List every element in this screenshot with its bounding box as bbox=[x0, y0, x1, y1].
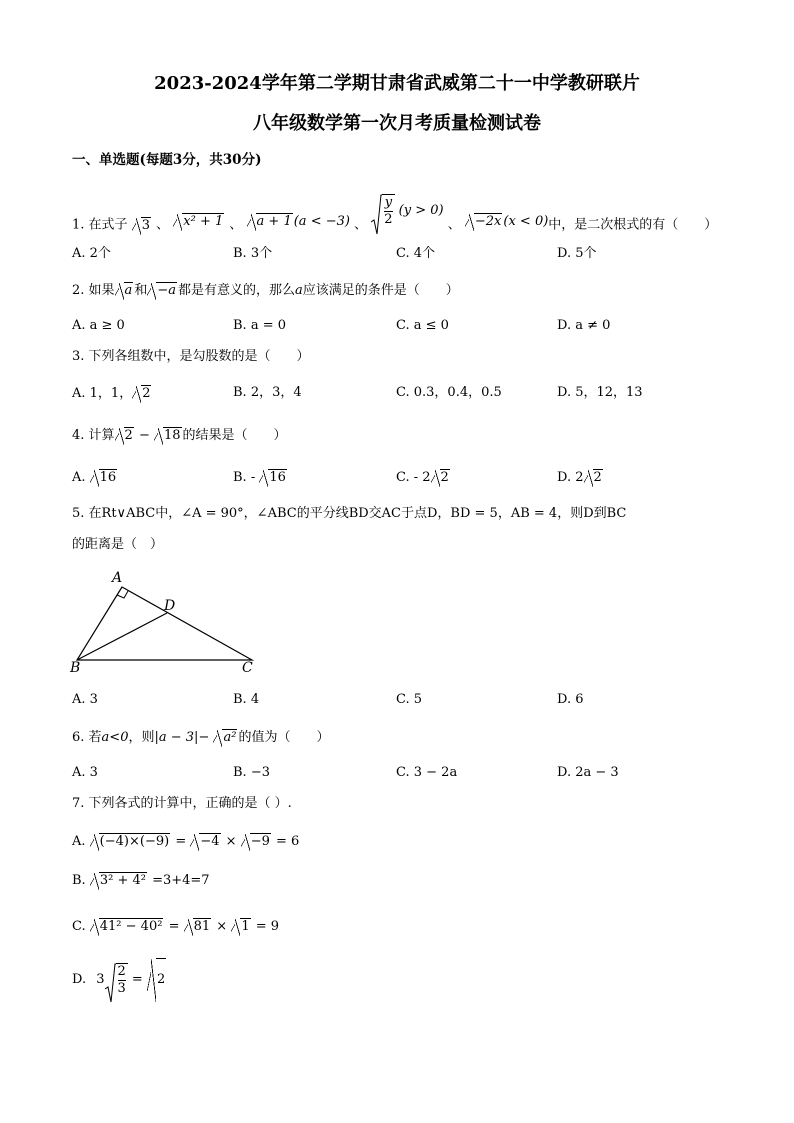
q4-root-18: 18 bbox=[154, 427, 182, 444]
q7-option-c[interactable]: C. 41² − 40² = 81 × 1 = 9 bbox=[72, 919, 280, 934]
q5-option-d[interactable]: D. 6 bbox=[557, 692, 584, 707]
q1-expr4-num: y bbox=[384, 195, 393, 210]
q1-expr3-cond: (a < −3) bbox=[293, 213, 350, 229]
q6-option-c[interactable]: C. 3 − 2a bbox=[396, 765, 458, 780]
q1-expr3: a + 1 bbox=[247, 213, 293, 230]
question-5-line1: 5. 在Rt∨ABC中，∠A = 90°，∠ABC的平分线BD交AC于点D，BD = 5，AB = 4，则D到BC bbox=[72, 506, 627, 521]
q1-expr4 bbox=[371, 194, 443, 228]
q2-root-neg-a: −a bbox=[147, 282, 177, 299]
q5-label-a: A bbox=[112, 570, 123, 586]
q4-option-a[interactable]: A. 16 bbox=[72, 470, 117, 485]
q3-option-d[interactable]: D. 5，12，13 bbox=[557, 385, 643, 400]
q1-expr1: 3 bbox=[132, 217, 151, 234]
q3-option-c[interactable]: C. 0.3，0.4，0.5 bbox=[396, 385, 502, 400]
q5-option-a[interactable]: A. 3 bbox=[72, 692, 98, 707]
q2-option-a[interactable]: A. a ≥ 0 bbox=[72, 318, 125, 333]
q1-expr5: −2x bbox=[465, 213, 503, 230]
question-6 bbox=[72, 729, 329, 746]
q7-option-d[interactable]: D. 3 $\frac{2}{3}$ = 2 bbox=[72, 958, 167, 1000]
q1-expr4-cond: (y > 0) bbox=[398, 203, 444, 218]
q6-option-d[interactable]: D. 2a − 3 bbox=[557, 765, 619, 780]
q2-text: 和 bbox=[134, 283, 148, 298]
q2-option-c[interactable]: C. a ≤ 0 bbox=[396, 318, 449, 333]
q6-text: 6. 若 bbox=[72, 730, 102, 745]
q7-option-b[interactable]: B. 3² + 4² =3+4=7 bbox=[72, 873, 210, 888]
q2-option-b[interactable]: B. a = 0 bbox=[233, 318, 286, 333]
q1-sep: 、 bbox=[229, 217, 243, 233]
q2-option-d[interactable]: D. a ≠ 0 bbox=[557, 318, 611, 333]
question-3: 3. 下列各组数中，是勾股数的是（ ） bbox=[72, 349, 310, 364]
q4-option-c[interactable]: C. - 2 2 bbox=[396, 470, 449, 485]
q4-option-b[interactable]: B. - 16 bbox=[233, 470, 286, 485]
q5-triangle-figure bbox=[66, 566, 266, 676]
exam-title-line2: 八年级数学第一次月考质量检测试卷 bbox=[253, 113, 541, 134]
q6-text: 的值为（ ） bbox=[238, 730, 330, 745]
q4-text: 的结果是（ ） bbox=[182, 428, 287, 443]
q2-text: 应该满足的条件是（ ） bbox=[302, 283, 459, 298]
q2-var: a bbox=[295, 283, 303, 298]
q1-sep: 、 bbox=[447, 217, 461, 233]
q5-option-c[interactable]: C. 5 bbox=[396, 692, 423, 707]
q6-root-a2: a² bbox=[213, 729, 237, 746]
question-5-line2: 的距离是（ ） bbox=[72, 537, 164, 552]
q6-abs-expr: |a − 3| bbox=[154, 730, 199, 745]
q4-text: 4. 计算 bbox=[72, 428, 115, 443]
q1-tail: 中，是二次根式的有（ ） bbox=[548, 217, 718, 233]
q1-option-c[interactable]: C. 4个 bbox=[396, 246, 436, 261]
q3-options bbox=[0, 385, 794, 401]
q5-label-c: C bbox=[242, 660, 253, 676]
q2-options bbox=[0, 318, 794, 334]
q6-minus: − bbox=[198, 730, 214, 745]
q6-options bbox=[0, 765, 794, 781]
q4-option-d[interactable]: D. 2 2 bbox=[557, 470, 602, 485]
q4-minus: − bbox=[134, 428, 154, 443]
q6-option-b[interactable]: B. −3 bbox=[233, 765, 270, 780]
question-2 bbox=[72, 282, 459, 299]
q1-expr2: x² + 1 bbox=[173, 213, 224, 230]
q6-condition: a<0 bbox=[101, 730, 129, 745]
q1-sep: 、 bbox=[156, 217, 170, 233]
question-4 bbox=[72, 427, 287, 444]
q1-expr5-cond: (x < 0) bbox=[503, 213, 549, 229]
q2-text: 2. 如果 bbox=[72, 283, 115, 298]
q3-option-a[interactable]: A. 1，1， 2 bbox=[72, 386, 151, 401]
q1-expr4-radical bbox=[371, 194, 382, 236]
q1-option-b[interactable]: B. 3个 bbox=[233, 246, 273, 261]
q5-option-b[interactable]: B. 4 bbox=[233, 692, 260, 707]
question-7: 7. 下列各式的计算中，正确的是（ ）. bbox=[72, 796, 292, 811]
q2-root-a: a bbox=[115, 282, 134, 299]
q5-options bbox=[0, 692, 794, 708]
q5-label-b: B bbox=[70, 660, 81, 676]
q1-option-a[interactable]: A. 2个 bbox=[72, 246, 111, 261]
q2-text: 都是有意义的，那么 bbox=[177, 283, 295, 298]
q1-sep: 、 bbox=[354, 217, 368, 233]
question-1 bbox=[72, 195, 718, 242]
q6-option-a[interactable]: A. 3 bbox=[72, 765, 98, 780]
q5-label-d: D bbox=[164, 598, 176, 614]
exam-title-line1: 2023-2024学年第二学期甘肃省武威第二十一中学教研联片 bbox=[154, 73, 640, 94]
q4-options bbox=[0, 469, 794, 485]
q6-text: ，则 bbox=[128, 730, 155, 745]
q1-options bbox=[0, 246, 794, 262]
q1-text: 1. 在式子 bbox=[72, 217, 128, 233]
q1-expr4-den: 2 bbox=[384, 212, 393, 227]
section-heading: 一、单选题(每题3分，共30分) bbox=[72, 152, 262, 168]
q4-root-2: 2 bbox=[115, 427, 134, 444]
q3-option-b[interactable]: B. 2，3，4 bbox=[233, 385, 302, 400]
q1-option-d[interactable]: D. 5个 bbox=[557, 246, 597, 261]
q5-bisector-bd bbox=[77, 613, 167, 660]
q7-option-a[interactable]: A. (−4)×(−9) = −4 × −9 = 6 bbox=[72, 834, 300, 849]
